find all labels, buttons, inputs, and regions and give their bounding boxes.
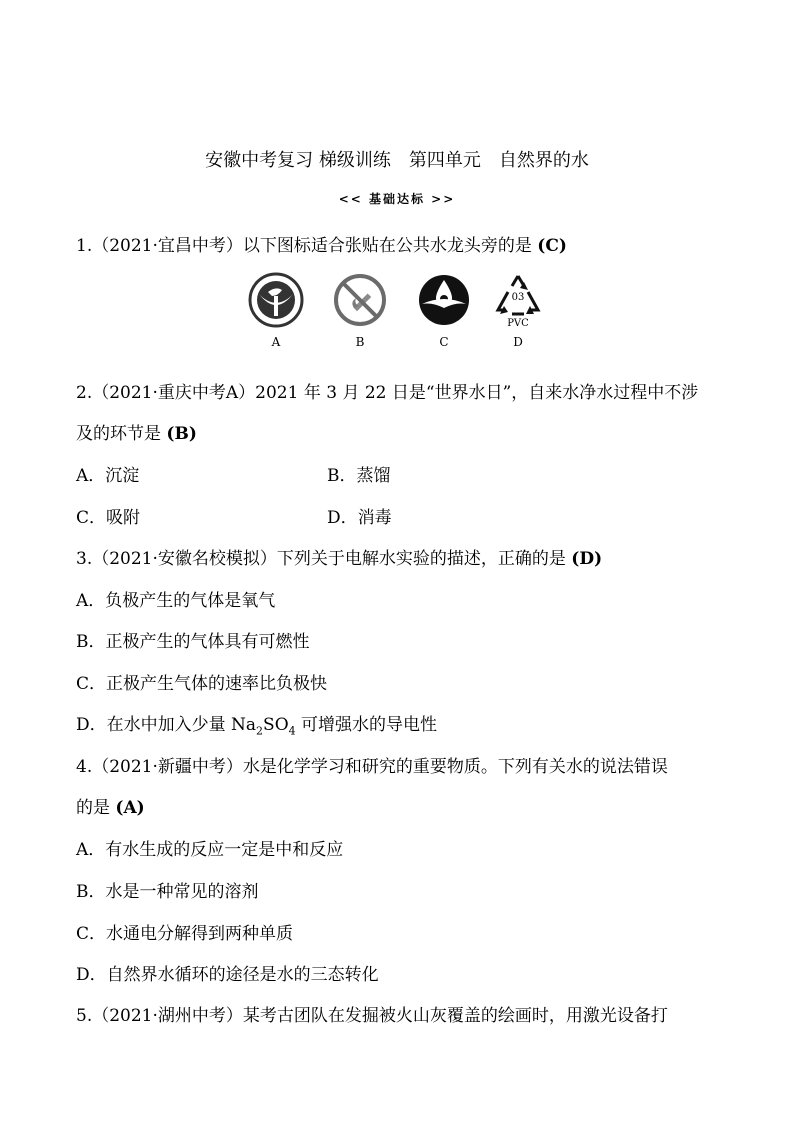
page-title: 安徽中考复习 梯级训练 第四单元 自然界的水 [205, 150, 589, 171]
question-2-answer: (B) [166, 424, 197, 444]
question-2-option-a: A．沉淀 [76, 466, 140, 486]
option-d-prefix: D．在水中加入少量 Na [76, 715, 257, 735]
green-food-icon [248, 272, 304, 328]
question-2-option-b: B．蒸馏 [327, 466, 391, 486]
question-3 [76, 544, 602, 569]
question-1-stem: 1.（2021·宜昌中考）以下图标适合张贴在公共水龙头旁的是 [76, 236, 532, 256]
icon-label-a: A [271, 335, 281, 349]
option-d-mid: SO [263, 715, 289, 735]
icon-label-c: C [439, 335, 449, 349]
question-4-option-b: B．水是一种常见的溶剂 [76, 882, 259, 902]
question-3-answer: (D) [571, 549, 603, 569]
question-1 [76, 231, 567, 256]
option-d-suffix: 可增强水的导电性 [295, 715, 438, 735]
question-5-line1: 5.（2021·湖州中考）某考古团队在发掘被火山灰覆盖的绘画时，用激光设备打 [76, 1006, 668, 1026]
recycle-code: 03 [511, 292, 525, 303]
question-2-line1: 2.（2021·重庆中考A）2021 年 3 月 22 日是“世界水日”，自来水净水过程中不涉 [76, 383, 699, 403]
question-4-stem-end: 的是 [76, 798, 110, 818]
question-4-option-d: D．自然界水循环的途径是水的三态转化 [76, 965, 379, 985]
question-3-option-d [76, 710, 437, 737]
section-subtitle: << 基础达标 >> [338, 192, 456, 206]
question-4-answer: (A) [115, 798, 145, 818]
question-4-line2 [76, 793, 145, 818]
icon-label-d: D [513, 335, 523, 349]
question-1-icons [248, 272, 548, 352]
question-4-option-a: A．有水生成的反应一定是中和反应 [76, 840, 344, 860]
question-2-option-d: D．消毒 [327, 508, 392, 528]
no-smoking-icon [332, 272, 388, 328]
water-saving-icon [416, 272, 472, 328]
question-3-option-b: B．正极产生的气体具有可燃性 [76, 632, 310, 652]
recycle-material: PVC [507, 318, 529, 329]
icon-label-b: B [355, 335, 365, 349]
question-2-line2 [76, 419, 197, 444]
question-4-option-c: C．水通电分解得到两种单质 [76, 924, 294, 944]
question-2-stem-end: 及的环节是 [76, 424, 161, 444]
subscript-2: 2 [256, 724, 264, 738]
question-1-answer: (C) [537, 236, 567, 256]
recycle-pvc-icon [490, 272, 546, 328]
question-3-option-c: C．正极产生气体的速率比负极快 [76, 674, 328, 694]
question-2-option-c: C．吸附 [76, 508, 141, 528]
question-4-line1: 4.（2021·新疆中考）水是化学学习和研究的重要物质。下列有关水的说法错误 [76, 757, 668, 777]
question-3-stem: 3.（2021·安徽名校模拟）下列关于电解水实验的描述，正确的是 [76, 549, 566, 569]
subscript-4: 4 [288, 724, 296, 738]
question-3-option-a: A．负极产生的气体是氧气 [76, 591, 276, 611]
